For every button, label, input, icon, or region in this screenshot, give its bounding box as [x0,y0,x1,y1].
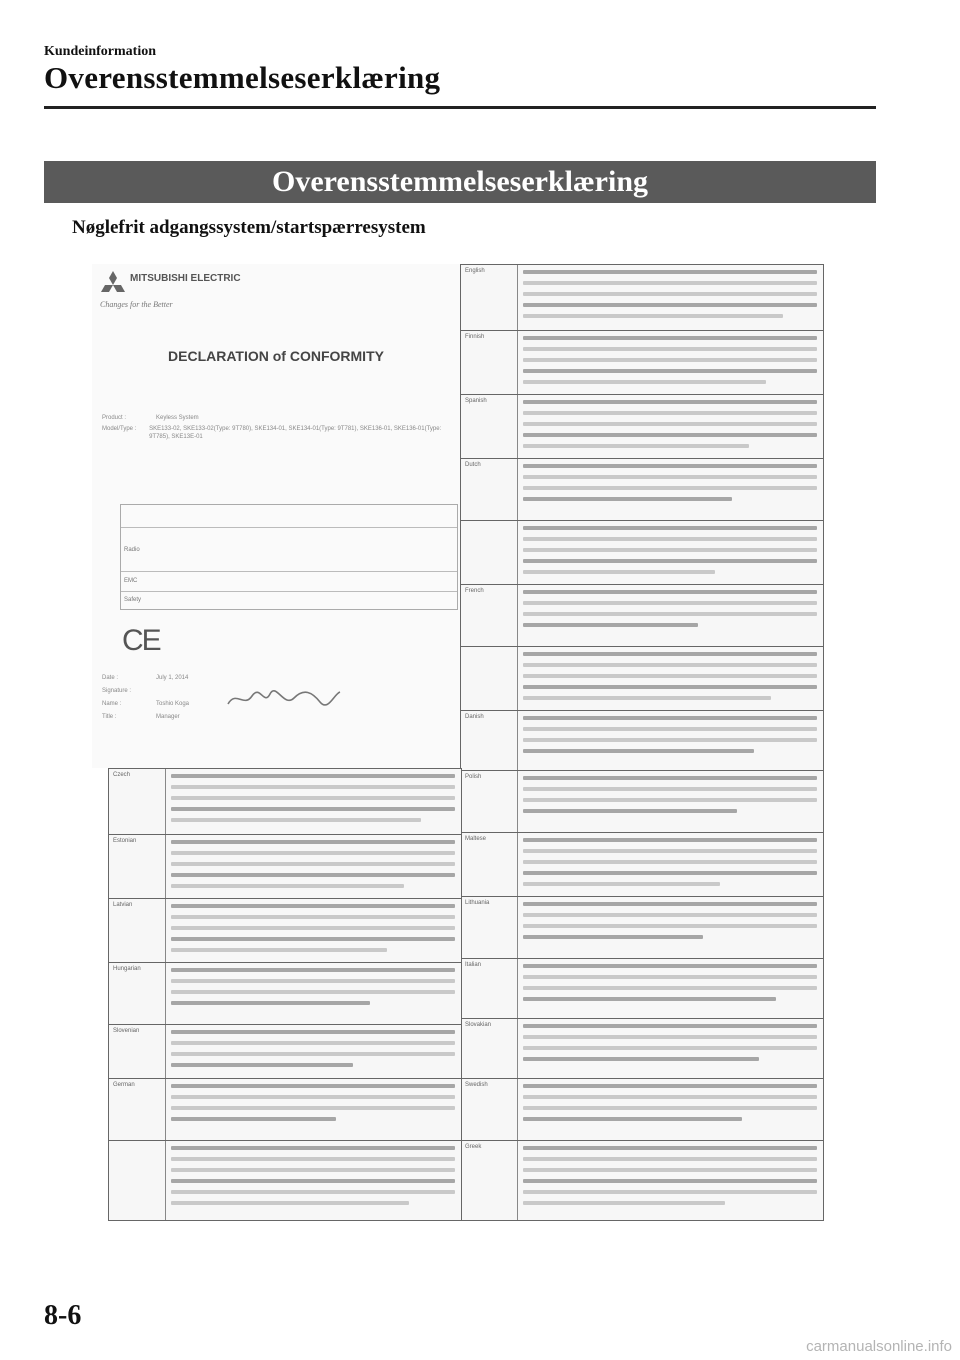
language-box [460,770,824,833]
language-name: Danish [465,714,484,720]
language-column-divider [517,833,518,896]
scanned-text-line [523,913,817,917]
language-name: Swedish [465,1082,488,1088]
scanned-text-line [171,1190,455,1194]
scanned-text-line [523,1201,725,1205]
language-box [108,1078,462,1141]
scanned-text-line [523,590,817,594]
scanned-text-line [171,904,455,908]
scanned-text-line [523,537,817,541]
scanned-text-line [523,849,817,853]
field-row [102,425,452,441]
language-box [108,834,462,899]
language-box [460,646,824,711]
language-column-divider [517,521,518,584]
language-name: Czech [113,772,131,778]
scanned-text-line [523,674,817,678]
site-watermark: carmanualsonline.info [806,1338,952,1355]
certificate-fields [102,414,452,444]
field-row [102,414,452,422]
scanned-text-line [523,882,720,886]
logo-slogan: Changes for the Better [100,300,173,309]
scanned-text-line [171,774,455,778]
language-column-divider [517,1079,518,1140]
scanned-text-line [171,915,455,919]
scanned-text-line [523,1157,817,1161]
standards-table [120,504,458,610]
scanned-text-line [523,1117,742,1121]
language-box [108,1140,462,1221]
scanned-text-line [171,1063,353,1067]
scanned-text-line [171,1106,455,1110]
language-box [460,896,824,959]
scanned-text-line [523,935,703,939]
scanned-text-line [523,292,817,296]
language-name: French [465,588,484,594]
scanned-text-line [523,411,817,415]
language-name: Finnish [465,334,485,340]
signature-key: Title : [102,714,117,720]
language-column-divider [165,1141,166,1220]
scanned-text-line [523,433,817,437]
language-box [460,832,824,897]
language-name: German [113,1082,135,1088]
scanned-text-line [523,924,817,928]
ce-mark-icon: CE [122,624,160,657]
scanned-text-line [523,1146,817,1150]
table-row-label: EMC [124,578,138,584]
scanned-text-line [171,807,455,811]
language-name: Greek [465,1144,482,1150]
scanned-text-line [171,948,387,952]
language-column-divider [517,395,518,458]
scanned-text-line [523,559,817,563]
scanned-text-line [171,1179,455,1183]
scanned-text-line [523,986,817,990]
language-box [460,458,824,521]
scanned-text-line [523,685,817,689]
language-box [460,330,824,395]
scanned-text-line [171,968,455,972]
field-key: Model/Type : [102,426,137,432]
language-column-divider [165,1025,166,1078]
scanned-text-line [523,303,817,307]
language-box [460,1140,824,1221]
scanned-text-line [523,727,817,731]
language-box [108,1024,462,1079]
mitsubishi-logo-icon [100,270,126,296]
scanned-text-line [523,902,817,906]
signature-row [102,713,452,722]
scanned-text-line [523,486,817,490]
scanned-text-line [523,997,776,1001]
scanned-text-line [171,1168,455,1172]
scanned-text-line [523,1190,817,1194]
scanned-text-line [523,838,817,842]
scanned-text-line [523,652,817,656]
scanned-text-line [523,380,766,384]
scanned-text-line [171,1052,455,1056]
signature-value: July 1, 2014 [156,675,189,681]
scanned-text-line [523,548,817,552]
scanned-text-line [171,873,455,877]
scanned-text-line [171,1084,455,1088]
language-name: Slovakian [465,1022,492,1028]
scanned-text-line [171,1041,455,1045]
scanned-text-line [171,1157,455,1161]
scanned-text-line [523,601,817,605]
language-name: Dutch [465,462,481,468]
page-number: 8-6 [44,1300,82,1331]
handwritten-signature-icon [224,686,344,712]
scanned-text-line [523,776,817,780]
scanned-text-line [523,1179,817,1183]
scanned-text-line [523,1168,817,1172]
language-box [460,1018,824,1079]
scanned-text-line [171,851,455,855]
scanned-text-line [171,818,421,822]
scanned-text-line [171,1001,370,1005]
scanned-text-line [523,696,771,700]
scanned-text-line [523,369,817,373]
scanned-text-line [171,990,455,994]
scanned-text-line [171,1201,409,1205]
scanned-text-line [523,871,817,875]
language-column-divider [517,331,518,394]
scanned-text-line [523,526,817,530]
scanned-text-line [523,336,817,340]
certificate-heading: DECLARATION of CONFORMITY [168,348,384,364]
scanned-text-line [523,1057,759,1061]
scanned-text-line [523,475,817,479]
language-box [460,958,824,1019]
scanned-text-line [523,347,817,351]
language-name: English [465,268,485,274]
scanned-text-line [523,749,754,753]
scanned-text-line [523,358,817,362]
declaration-main-panel [92,264,460,768]
field-value: SKE133-02, SKE133-02(Type: 9T780), SKE134-01, SKE134-01(Type: 9T781), SKE136-01, SKE136-01(Type: 9T785), SKE13E-01 [149,426,442,440]
signature-key: Name : [102,701,122,707]
language-column-divider [165,899,166,962]
scanned-text-line [523,281,817,285]
table-row-label: Radio [124,547,140,553]
language-box [460,1078,824,1141]
language-column-divider [165,835,166,898]
language-column-divider [517,647,518,710]
table-divider [121,571,457,572]
scanned-text-line [523,497,732,501]
language-box [108,898,462,963]
language-name: Slovenian [113,1028,140,1034]
language-name: Spanish [465,398,487,404]
subheading: Nøglefrit adgangssystem/startspærresystem [72,217,426,238]
scanned-text-line [171,1030,455,1034]
scanned-text-line [171,1095,455,1099]
scanned-text-line [171,796,455,800]
scanned-text-line [523,400,817,404]
language-column-divider [517,711,518,770]
scanned-text-line [523,738,817,742]
language-box [108,962,462,1025]
section-label: Kundeinformation [44,44,157,59]
scanned-text-line [523,663,817,667]
scanned-text-line [523,1024,817,1028]
scanned-text-line [523,975,817,979]
language-column-divider [517,1019,518,1078]
language-column-divider [517,897,518,958]
scanned-text-line [523,1095,817,1099]
declaration-certificate-scan [92,264,824,1220]
language-name: Lithuania [465,900,490,906]
scanned-text-line [523,422,817,426]
table-divider [121,527,457,528]
language-column-divider [517,959,518,1018]
scanned-text-line [171,840,455,844]
scanned-text-line [523,1084,817,1088]
scanned-text-line [171,1146,455,1150]
scanned-text-line [523,860,817,864]
language-column-divider [165,1079,166,1140]
scanned-text-line [523,964,817,968]
scanned-text-line [523,314,783,318]
title-divider [44,106,876,109]
signature-key: Date : [102,675,119,681]
language-box [108,768,462,835]
signature-row [102,674,452,683]
language-name: Maltese [465,836,487,842]
scanned-text-line [171,979,455,983]
language-column-divider [517,1141,518,1220]
field-key: Product : [102,415,127,421]
language-column-divider [165,769,166,834]
field-value: Keyless System [156,415,199,421]
language-column-divider [165,963,166,1024]
signature-value: Manager [156,714,180,720]
section-banner: Overensstemmelseserklæring [44,161,876,203]
scanned-text-line [171,862,455,866]
scanned-text-line [523,787,817,791]
language-box [460,394,824,459]
scanned-text-line [171,785,455,789]
language-name: Hungarian [113,966,141,972]
scanned-text-line [523,570,715,574]
logo-wordmark: MITSUBISHI ELECTRIC [130,273,241,284]
signature-value: Toshio Koga [156,701,190,707]
table-row-label: Safety [124,597,142,603]
scanned-text-line [523,612,817,616]
scanned-text-line [171,937,455,941]
scanned-text-line [171,926,455,930]
language-name: Latvian [113,902,133,908]
scanned-text-line [523,444,749,448]
language-column-divider [517,771,518,832]
scanned-text-line [523,1106,817,1110]
language-name: Estonian [113,838,137,844]
table-divider [121,591,457,592]
language-name: Polish [465,774,482,780]
scanned-text-line [523,464,817,468]
scanned-text-line [523,1046,817,1050]
language-box [460,584,824,647]
language-name: Italian [465,962,482,968]
scanned-text-line [523,1035,817,1039]
language-column-divider [517,459,518,520]
language-box [460,520,824,585]
scanned-text-line [523,623,698,627]
scanned-text-line [171,884,404,888]
scanned-text-line [523,809,737,813]
language-box [460,264,824,331]
language-column-divider [517,265,518,330]
scanned-text-line [523,716,817,720]
scanned-text-line [523,270,817,274]
scanned-text-line [171,1117,336,1121]
page-title: Overensstemmelseserklæring [44,60,441,95]
language-column-divider [517,585,518,646]
scanned-text-line [523,798,817,802]
language-box [460,710,824,771]
signature-key: Signature : [102,688,132,694]
